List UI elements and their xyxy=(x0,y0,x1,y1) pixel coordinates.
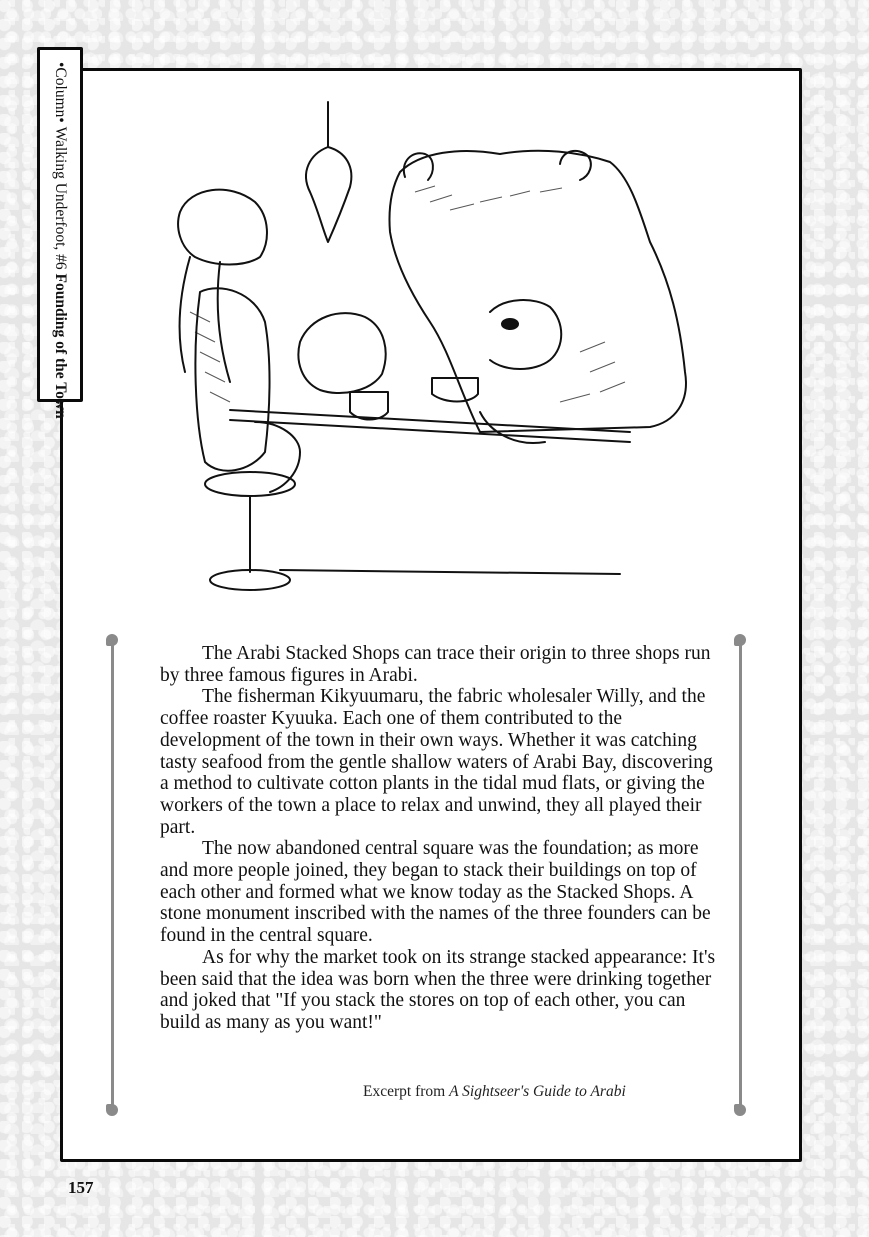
girl-body xyxy=(195,288,269,470)
bracket-line xyxy=(111,644,114,1106)
left-bracket-ornament xyxy=(106,634,120,1116)
bear-face xyxy=(490,300,561,369)
stool-seat xyxy=(205,472,295,496)
cup-1 xyxy=(350,392,388,420)
shell-lamp-icon xyxy=(306,147,351,242)
bar-scene-illustration xyxy=(160,92,740,612)
bear-eye xyxy=(502,319,518,329)
bracket-dot-icon xyxy=(106,1104,118,1116)
page-number: 157 xyxy=(68,1178,94,1197)
column-title: Founding of the Town xyxy=(51,273,69,419)
source-attribution xyxy=(363,1083,626,1101)
column-series: Walking Underfoot, #6 xyxy=(51,126,69,274)
attribution-prefix: Excerpt from xyxy=(363,1083,450,1100)
bear-body xyxy=(389,151,685,432)
right-bracket-ornament xyxy=(734,634,748,1116)
body-paragraph: The fisherman Kikyuumaru, the fabric wholesaler Willy, and the coffee roaster Kyuuka. Each one of them contributed to the development of the town in their own ways. Whether it was catching tasty seafood from the gentle shallow waters of Arabi Bay, discovering a method to cultivate cotton plants in the tidal mud flats, or giving the workers of the town a place to relax and unwind, they all played their part. xyxy=(160,686,713,838)
column-label: •Column• xyxy=(51,62,69,127)
body-paragraph: The Arabi Stacked Shops can trace their origin to three shops run by three famous figures in Arabi. xyxy=(160,643,711,686)
cup-2 xyxy=(432,378,478,402)
column-side-tab xyxy=(37,47,83,419)
column-body xyxy=(160,643,720,1034)
body-paragraph: As for why the market took on its strange stacked appearance: It's been said that the idea was born when the three were drinking together and joked that "If you stack the stores on top of each other, you can build as many as you want!" xyxy=(160,946,716,1033)
floor-line xyxy=(280,570,620,574)
body-paragraph: The now abandoned central square was the foundation; as more and more people joined, they began to stack their buildings on top of each other and formed what we know today as the Stacked Shops. A stone monument inscribed with the names of the three founders can be found in the central square. xyxy=(160,838,711,947)
bracket-dot-icon xyxy=(734,1104,746,1116)
bar-counter xyxy=(230,410,630,432)
column-heading xyxy=(52,62,68,419)
hedgehog xyxy=(298,313,385,393)
bear-ear-right xyxy=(560,151,591,180)
girl-headscarf xyxy=(178,190,267,265)
bear-ear-left xyxy=(404,153,433,180)
bracket-line xyxy=(739,644,742,1106)
source-title: A Sightseer's Guide to Arabi xyxy=(449,1083,626,1100)
